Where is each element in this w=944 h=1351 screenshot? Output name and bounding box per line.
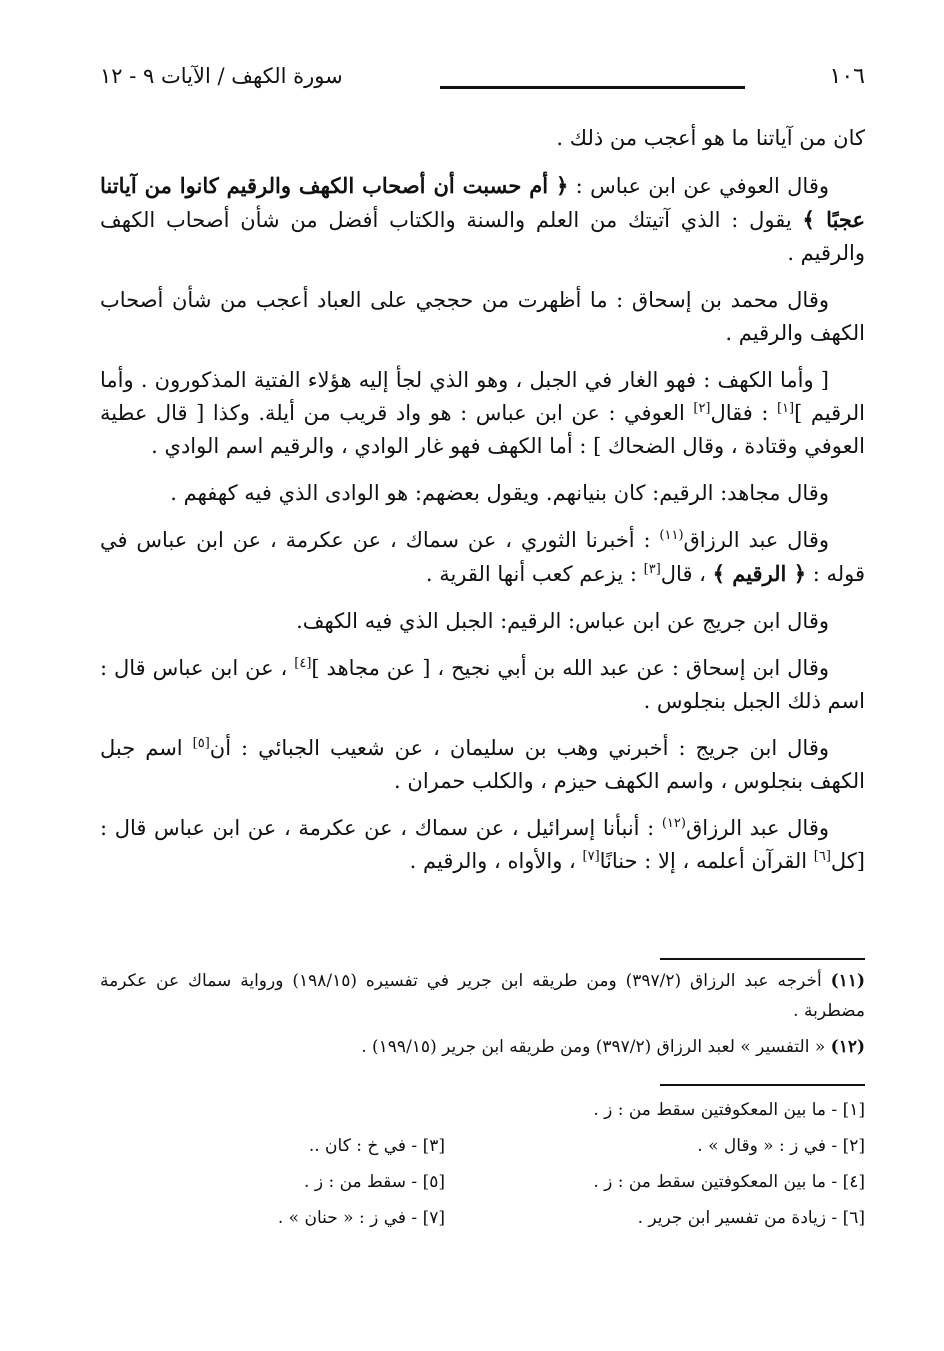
footnote-number: (١١): [830, 971, 865, 991]
variant-note: [٦] - زيادة من تفسير ابن جرير .: [637, 1208, 865, 1228]
text-run: وقال محمد بن إسحاق : ما أظهرت من حججي على العباد أعجب من شأن أصحاب الكهف والرقيم .: [100, 288, 865, 345]
note-marker: [٣]: [643, 562, 661, 577]
note-marker: [٦]: [813, 849, 831, 864]
text-run: وقال عبد الرزاق: [683, 528, 829, 552]
note-marker: (١٢): [661, 816, 686, 831]
variant-note: [٣] - في خ : كان ..: [308, 1136, 445, 1156]
header-rule: [440, 86, 745, 89]
text-run: العوفي : عن ابن عباس : هو واد قريب من أيلة. وكذا [ قال عطية العوفي وقتادة ، وقال الضحاك ] : أما الكهف فهو غار الوادي ، والرقيم اسم الوادي .: [100, 401, 865, 458]
note-marker: (١١): [659, 528, 684, 543]
paragraph: [100, 605, 865, 638]
text-run: وقال ابن جريج : أخبرني وهب بن سليمان ، عن شعيب الجبائي : أن: [209, 736, 830, 760]
manuscript-variants: [100, 1092, 865, 1236]
variant-note: [٤] - ما بين المعكوفتين سقط من : ز .: [593, 1172, 865, 1192]
variants-separator: [660, 1084, 865, 1086]
footnote-text: « التفسير » لعبد الرزاق (٣٩٧/٢) ومن طريقه ابن جرير (١٩٩/١٥) .: [361, 1037, 831, 1057]
note-marker: [٧]: [582, 849, 600, 864]
variant-row: [100, 1092, 865, 1128]
text-run: : أنبأنا إسرائيل ، عن سماك ، عن عكرمة ، عن ابن عباس قال : [كل: [100, 816, 865, 873]
text-run: وقال مجاهد: الرقيم: كان بنيانهم. ويقول بعضهم: هو الوادى الذي فيه كهفهم .: [170, 481, 829, 505]
variant-note: [٥] - سقط من : ز .: [304, 1172, 445, 1192]
variant-note: [١] - ما بين المعكوفتين سقط من : ز .: [593, 1100, 865, 1120]
paragraph: [100, 652, 865, 718]
note-marker: [٥]: [192, 736, 210, 751]
variant-row: [100, 1164, 865, 1200]
quran-quote: ﴿ الرقيم ﴾: [712, 561, 807, 586]
page-number: ١٠٦: [829, 64, 865, 89]
variant-row: [100, 1200, 865, 1236]
footnote: [100, 1032, 865, 1062]
note-marker: [٢]: [693, 401, 711, 416]
footnote: [100, 966, 865, 1026]
text-run: ، عن ابن عباس قال : اسم ذلك الجبل بنجلوس .: [100, 656, 865, 713]
text-run: اسم جبل الكهف بنجلوس ، واسم الكهف حيزم ، والكلب حمران .: [100, 736, 865, 793]
text-run: يقول : الذي آتيتك من العلم والسنة والكتاب أفضل من شأن أصحاب الكهف والرقيم .: [100, 208, 865, 265]
quran-quote: ﴿ أم حسبت أن أصحاب الكهف والرقيم كانوا من آياتنا عجبًا ﴾: [100, 173, 866, 232]
main-text: [100, 122, 865, 892]
text-run: كان من آياتنا ما هو أعجب من ذلك .: [556, 126, 865, 150]
text-run: وقال العوفي عن ابن عباس :: [568, 174, 829, 198]
text-run: ، قال: [660, 562, 713, 586]
paragraph: [100, 169, 865, 270]
paragraph: [100, 364, 865, 463]
footnote-separator: [660, 958, 865, 960]
footnote-number: (١٢): [830, 1037, 865, 1057]
note-marker: [٤]: [294, 656, 312, 671]
text-run: : فقال: [710, 401, 777, 425]
running-head: سورة الكهف / الآيات ٩ - ١٢: [100, 64, 343, 88]
paragraph: [100, 812, 865, 878]
text-run: القرآن أعلمه ، إلا : حنانًا: [599, 849, 814, 873]
text-run: : يزعم كعب أنها القرية .: [425, 562, 644, 586]
paragraph: [100, 284, 865, 350]
paragraph: [100, 732, 865, 798]
text-run: : أخبرنا الثوري ، عن سماك ، عن عكرمة ، عن ابن عباس في قوله :: [100, 528, 865, 586]
text-run: وقال ابن إسحاق : عن عبد الله بن أبي نجيح ، [ عن مجاهد ]: [311, 656, 829, 680]
footnotes: [100, 966, 865, 1068]
paragraph: [100, 477, 865, 510]
text-run: وقال عبد الرزاق: [685, 816, 830, 840]
page-header: [100, 62, 865, 102]
text-run: [ وأما الكهف : فهو الغار في الجبل ، وهو الذي لجأ إليه هؤلاء الفتية المذكورون . وأما الرقيم ]: [100, 368, 866, 425]
note-marker: [١]: [776, 401, 795, 416]
paragraph: [100, 122, 865, 155]
text-run: ، والأواه ، والرقيم .: [409, 849, 583, 873]
text-run: وقال ابن جريج عن ابن عباس: الرقيم: الجبل الذي فيه الكهف.: [296, 609, 829, 633]
variant-note: [٧] - في ز : « حنان » .: [277, 1208, 445, 1228]
variant-row: [100, 1128, 865, 1164]
footnote-text: أخرجه عبد الرزاق (٣٩٧/٢) ومن طريقه ابن جرير في تفسيره (١٩٨/١٥) ورواية سماك عن عكرمة مضطربة .: [100, 971, 865, 1021]
paragraph: [100, 524, 865, 591]
variant-note: [٢] - في ز : « وقال » .: [697, 1136, 865, 1156]
